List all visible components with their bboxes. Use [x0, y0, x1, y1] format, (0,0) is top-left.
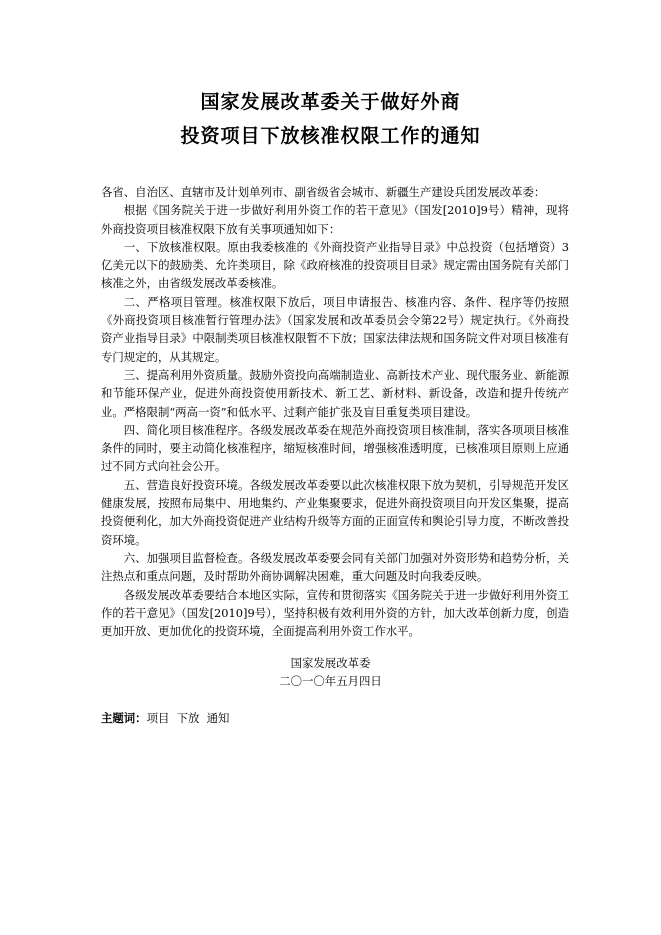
paragraph-item-2: 二、严格项目管理。核准权限下放后，项目申请报告、核准内容、条件、程序等仍按照《外商投资项目核准暂行管理办法》（国家发展和改革委员会令第22号）规定执行。《外商投资产业指导目录》中限制类项目核准权限暂不下放；国家法律法规和国务院文件对项目核准有专门规定的，从其规定。 — [101, 294, 569, 364]
document-title-line-1: 国家发展改革委关于做好外商 — [200, 91, 461, 113]
keywords-line — [101, 710, 229, 726]
keywords-value: 项目 下放 通知 — [146, 711, 230, 725]
paragraph-item-4: 四、简化项目核准程序。各级发展改革委在规范外商投资项目核准制，落实各项项目核准条件的同时，要主动简化核准程序，缩短核准时间，增强核准透明度，已核准项目原则上应通过不同方式向社会公开。 — [101, 422, 569, 474]
paragraph-item-1: 一、下放核准权限。原由我委核准的《外商投资产业指导目录》中总投资（包括增资）3亿美元以下的鼓励类、允许类项目，除《政府核准的投资项目目录》规定需由国务院有关部门核准之外，由省级发展改革委核准。 — [101, 239, 569, 291]
signature-organization: 国家发展改革委 — [290, 656, 371, 670]
signature-date: 二〇一〇年五月四日 — [279, 674, 382, 688]
keywords-label: 主题词： — [101, 711, 147, 725]
document-title-line-2: 投资项目下放核准权限工作的通知 — [180, 125, 481, 147]
paragraph-intro: 根据《国务院关于进一步做好利用外资工作的若干意见》（国发[2010]9号）精神，现将外商投资项目核准权限下放有关事项通知如下： — [101, 203, 569, 236]
paragraph-item-6: 六、加强项目监督检查。各级发展改革委要会同有关部门加强对外资形势和趋势分析，关注热点和重点问题，及时帮助外商协调解决困难，重大问题及时向我委反映。 — [101, 550, 569, 584]
paragraph-item-3: 三、提高利用外资质量。鼓励外资投向高端制造业、高新技术产业、现代服务业、新能源和节能环保产业，促进外商投资使用新技术、新工艺、新材料、新设备，改造和提升传统产业。严格限制“两高一资”和低水平、过剩产能扩张及盲目重复类项目建设。 — [101, 367, 569, 419]
salutation: 各省、自治区、直辖市及计划单列市、副省级省会城市、新疆生产建设兵团发展改革委： — [101, 185, 546, 199]
paragraph-item-5: 五、营造良好投资环境。各级发展改革委要以此次核准权限下放为契机，引导规范开发区健康发展，按照布局集中、用地集约、产业集聚要求，促进外商投资项目向开发区集聚，提高投资便利化，加大外商投资促进产业结构升级等方面的正面宣传和舆论引导力度，不断改善投资环境。 — [101, 477, 569, 547]
document-body — [101, 183, 569, 640]
paragraph-closing: 各级发展改革委要结合本地区实际，宣传和贯彻落实《国务院关于进一步做好利用外资工作的若干意见》（国发[2010]9号），坚持积极有效利用外资的方针，加大改革创新力度，创造更加开放、更加优化的投资环境，全面提高利用外资工作水平。 — [101, 587, 569, 639]
